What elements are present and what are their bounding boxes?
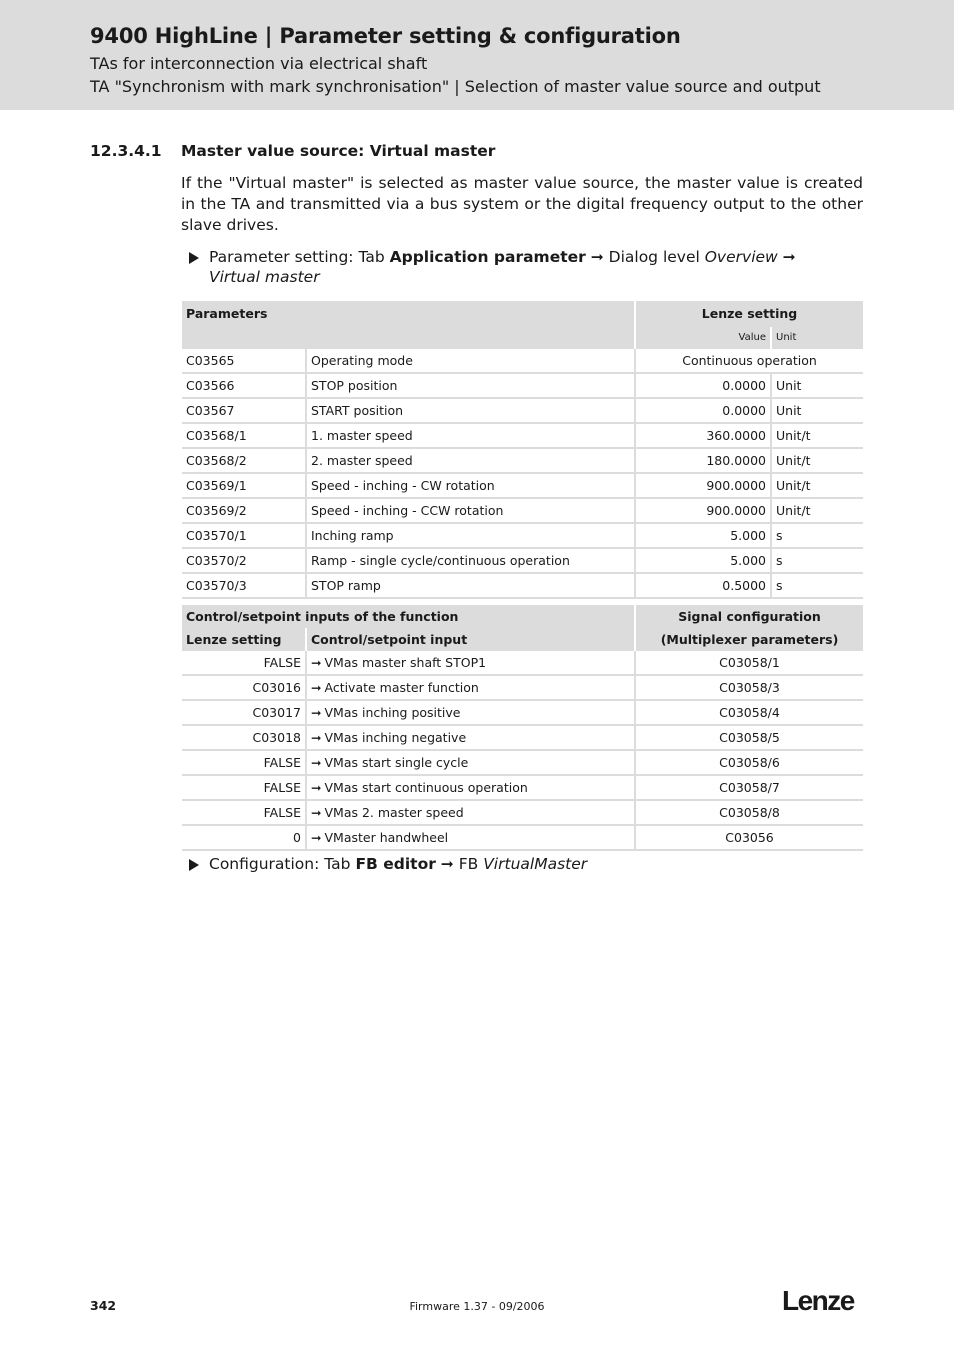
parameter-code: C03570/1 <box>182 523 306 548</box>
section-number: 12.3.4.1 <box>90 142 162 160</box>
multiplexer-parameter: C03058/3 <box>635 675 863 700</box>
control-setpoint-input-header: Control/setpoint input <box>306 628 635 651</box>
input-name: VMas 2. master speed <box>324 804 464 820</box>
dialog-target: Virtual master <box>209 268 320 286</box>
page-header <box>0 0 954 110</box>
parameter-row <box>182 523 863 548</box>
multiplexer-parameter: C03058/4 <box>635 700 863 725</box>
input-name: VMas start single cycle <box>324 754 469 770</box>
control-inputs-table <box>182 605 863 851</box>
parameter-code: C03569/2 <box>182 498 306 523</box>
lenze-setting-value: FALSE <box>182 750 306 775</box>
parameter-row <box>182 349 863 373</box>
multiplexer-parameter: C03058/5 <box>635 725 863 750</box>
lenze-unit: s <box>771 573 863 598</box>
parameter-name: 1. master speed <box>306 423 635 448</box>
parameter-name: Inching ramp <box>306 523 635 548</box>
input-name: VMas inching positive <box>324 704 461 720</box>
parameter-name: Operating mode <box>306 349 635 373</box>
lenze-setting-header: Lenze setting <box>182 628 306 651</box>
parameter-row <box>182 548 863 573</box>
instruction-prefix: Configuration: Tab <box>209 855 356 873</box>
parameter-code: C03568/2 <box>182 448 306 473</box>
section-title: Master value source: Virtual master <box>181 142 496 160</box>
parameters-table-body <box>182 349 863 598</box>
control-inputs-header: Control/setpoint inputs of the function <box>182 605 635 628</box>
lenze-setting-value: C03018 <box>182 725 306 750</box>
parameter-code: C03565 <box>182 349 306 373</box>
control-setpoint-input <box>306 775 635 800</box>
control-input-row <box>182 675 863 700</box>
parameter-row <box>182 398 863 423</box>
control-input-row <box>182 700 863 725</box>
intro-paragraph: If the "Virtual master" is selected as master value source, the master value is created in the TA and transmitted via a bus system or the digital frequency output to the other slave drives. <box>181 174 863 234</box>
control-setpoint-input <box>306 651 635 675</box>
value-header: Value <box>635 327 771 349</box>
instruction-prefix: Parameter setting: Tab <box>209 248 390 266</box>
parameter-row <box>182 423 863 448</box>
lenze-value: 0.5000 <box>635 573 771 598</box>
lenze-unit: Unit/t <box>771 498 863 523</box>
parameter-row <box>182 473 863 498</box>
lenze-setting-value: C03017 <box>182 700 306 725</box>
multiplexer-parameter: C03058/8 <box>635 800 863 825</box>
lenze-unit: Unit/t <box>771 473 863 498</box>
instruction-text <box>209 854 849 874</box>
lenze-unit: s <box>771 548 863 573</box>
control-setpoint-input <box>306 800 635 825</box>
triangle-bullet-icon <box>189 859 199 871</box>
control-setpoint-input <box>306 700 635 725</box>
arrow-right-icon: ➞ <box>311 804 322 820</box>
control-setpoint-input <box>306 675 635 700</box>
control-input-row <box>182 825 863 850</box>
multiplexer-parameter: C03058/1 <box>635 651 863 675</box>
tab-name: Application parameter <box>389 248 586 266</box>
tab-name: FB editor <box>355 855 436 873</box>
parameter-name: START position <box>306 398 635 423</box>
parameter-name: 2. master speed <box>306 448 635 473</box>
parameter-name: Speed - inching - CCW rotation <box>306 498 635 523</box>
parameter-code: C03570/3 <box>182 573 306 598</box>
parameter-row <box>182 573 863 598</box>
parameter-code: C03569/1 <box>182 473 306 498</box>
configuration-instruction <box>181 854 863 876</box>
instruction-mid: FB <box>453 855 484 873</box>
control-inputs-table-body <box>182 651 863 850</box>
lenze-setting-value: 0 <box>182 825 306 850</box>
lenze-value: 360.0000 <box>635 423 771 448</box>
arrow-right-icon: ➞ <box>782 248 796 266</box>
lenze-unit: Unit/t <box>771 423 863 448</box>
lenze-unit: Unit <box>771 398 863 423</box>
parameter-setting-instruction <box>181 247 863 289</box>
parameter-name: Ramp - single cycle/continuous operation <box>306 548 635 573</box>
instruction-text <box>209 247 849 287</box>
arrow-right-icon: ➞ <box>311 704 322 720</box>
arrow-right-icon: ➞ <box>311 654 322 670</box>
parameter-code: C03570/2 <box>182 548 306 573</box>
lenze-value: 900.0000 <box>635 473 771 498</box>
control-input-row <box>182 775 863 800</box>
lenze-value: Continuous operation <box>635 349 863 373</box>
lenze-setting-value: FALSE <box>182 800 306 825</box>
lenze-value: 180.0000 <box>635 448 771 473</box>
lenze-value: 0.0000 <box>635 373 771 398</box>
parameter-code: C03568/1 <box>182 423 306 448</box>
control-input-row <box>182 651 863 675</box>
control-input-row <box>182 800 863 825</box>
arrow-right-icon: ➞ <box>311 679 322 695</box>
unit-header: Unit <box>771 327 863 349</box>
input-name: VMas master shaft STOP1 <box>324 654 487 670</box>
lenze-unit: Unit/t <box>771 448 863 473</box>
dialog-level: Overview <box>704 248 778 266</box>
lenze-setting-value: C03016 <box>182 675 306 700</box>
triangle-bullet-icon <box>189 252 199 264</box>
arrow-right-icon: ➞ <box>311 829 322 845</box>
lenze-setting-header: Lenze setting <box>635 301 863 327</box>
lenze-unit: Unit <box>771 373 863 398</box>
arrow-right-icon: ➞ <box>311 754 322 770</box>
instruction-mid: Dialog level <box>603 248 705 266</box>
lenze-setting-value: FALSE <box>182 651 306 675</box>
control-input-row <box>182 750 863 775</box>
arrow-right-icon: ➞ <box>311 779 322 795</box>
control-setpoint-input <box>306 825 635 850</box>
function-block-name: VirtualMaster <box>483 855 588 873</box>
parameters-table <box>182 301 863 599</box>
arrow-right-icon: ➞ <box>440 855 454 873</box>
page-number: 342 <box>90 1298 117 1313</box>
input-name: Activate master function <box>324 679 479 695</box>
multiplexer-parameters-header: (Multiplexer parameters) <box>635 628 863 651</box>
signal-configuration-header: Signal configuration <box>635 605 863 628</box>
lenze-value: 900.0000 <box>635 498 771 523</box>
parameters-header: Parameters <box>182 301 635 349</box>
lenze-value: 5.000 <box>635 548 771 573</box>
multiplexer-parameter: C03058/7 <box>635 775 863 800</box>
lenze-setting-value: FALSE <box>182 775 306 800</box>
parameter-name: STOP ramp <box>306 573 635 598</box>
firmware-version: Firmware 1.37 - 09/2006 <box>409 1300 545 1313</box>
parameter-name: STOP position <box>306 373 635 398</box>
control-setpoint-input <box>306 725 635 750</box>
arrow-right-icon: ➞ <box>590 248 604 266</box>
input-name: VMaster handwheel <box>324 829 449 845</box>
multiplexer-parameter: C03058/6 <box>635 750 863 775</box>
parameter-row <box>182 498 863 523</box>
multiplexer-parameter: C03056 <box>635 825 863 850</box>
arrow-right-icon: ➞ <box>311 729 322 745</box>
parameter-row <box>182 448 863 473</box>
parameter-code: C03567 <box>182 398 306 423</box>
document-title: 9400 HighLine | Parameter setting & configuration <box>90 24 681 48</box>
parameter-row <box>182 373 863 398</box>
parameter-name: Speed - inching - CW rotation <box>306 473 635 498</box>
lenze-logo <box>782 1284 862 1316</box>
section-subtitle: TA "Synchronism with mark synchronisation" | Selection of master value source and output <box>90 77 821 96</box>
lenze-value: 0.0000 <box>635 398 771 423</box>
logo-text: Lenze <box>782 1285 854 1316</box>
chapter-subtitle: TAs for interconnection via electrical shaft <box>90 54 428 73</box>
input-name: VMas inching negative <box>324 729 467 745</box>
control-setpoint-input <box>306 750 635 775</box>
lenze-unit: s <box>771 523 863 548</box>
control-input-row <box>182 725 863 750</box>
input-name: VMas start continuous operation <box>324 779 528 795</box>
parameter-code: C03566 <box>182 373 306 398</box>
lenze-value: 5.000 <box>635 523 771 548</box>
